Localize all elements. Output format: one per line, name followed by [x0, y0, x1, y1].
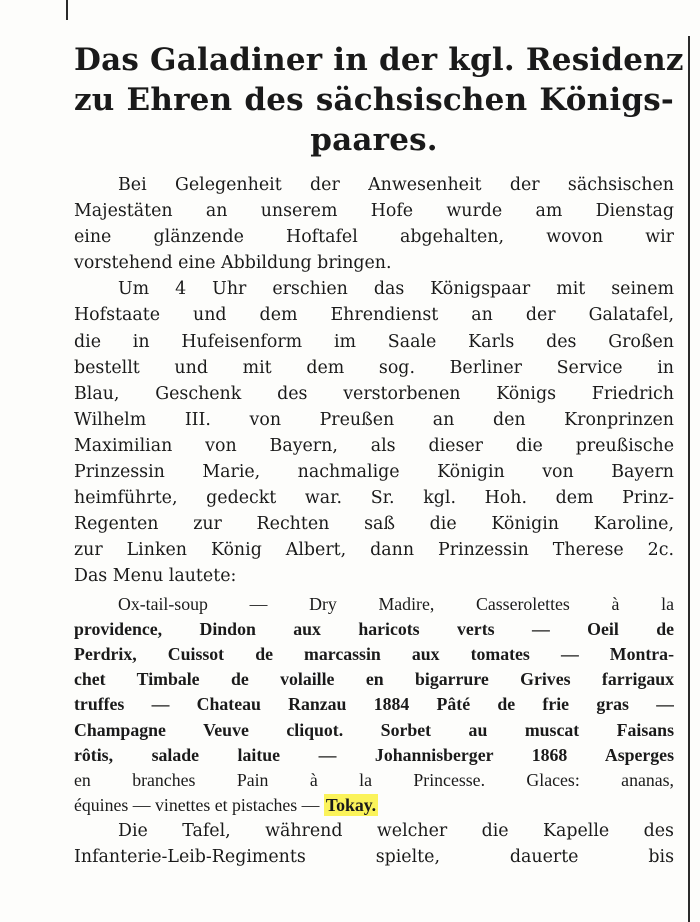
paragraph-occasion [74, 172, 674, 276]
text-line: Bei Gelegenheit der Anwesenheit der sächsischen [118, 175, 674, 195]
text-line: Blau, Geschenk des verstorbenen Königs Friedrich [74, 383, 674, 404]
column-rule-right [688, 36, 690, 922]
column-rule-left [66, 0, 68, 20]
text-line: Hofstaate und dem Ehrendienst an der Galatafel, [74, 305, 674, 326]
menu-line: Perdrix, Cuissot de marcassin aux tomates — Montra- [74, 643, 674, 664]
text-line: Wilhelm III. von Preußen an den Kronprinzen [74, 409, 674, 430]
text-line: bestellt und mit dem sog. Berliner Service in [74, 357, 674, 378]
menu-listing [74, 592, 674, 819]
text-line: Um 4 Uhr erschien das Königspaar mit seinem [118, 279, 674, 300]
menu-line: truffes — Chateau Ranzau 1884 Pâté de frie gras — [74, 694, 674, 715]
menu-line: en branches Pain à la Princesse. Glaces: ananas, [74, 769, 674, 790]
headline-line-1: Das Galadiner in der kgl. Residenz [74, 42, 684, 78]
menu-line: providence, Dindon aux haricots verts — Oeil de [74, 618, 674, 639]
text-line: Die Tafel, während welcher die Kapelle des [118, 821, 674, 842]
article-headline [74, 40, 684, 160]
text-line: Regenten zur Rechten saß die Königin Karoline, [74, 514, 674, 535]
headline-line-2: zu Ehren des sächsischen Königs- [74, 82, 674, 118]
article-column [74, 40, 684, 871]
menu-line: Champagne Veuve cliquot. Sorbet au muscat Faisans [74, 719, 674, 740]
menu-line-text: équines — vinettes et pistaches — [74, 795, 320, 816]
text-line: Maximilian von Bayern, als dieser die preußische [74, 435, 674, 456]
paragraph-arrival [74, 276, 674, 589]
text-line: vorstehend eine Abbildung bringen. [74, 253, 392, 274]
text-line: Infanterie-Leib-Regiments spielte, dauerte bis [74, 847, 674, 868]
text-line: Das Menu lautete: [74, 566, 237, 587]
menu-line: chet Timbale de volaille en bigarrure Grives farrigaux [74, 669, 674, 690]
menu-line-final [74, 793, 674, 818]
paragraph-band [74, 818, 674, 870]
highlighted-wine: Tokay. [325, 795, 377, 816]
text-line: eine glänzende Hoftafel abgehalten, wovon wir [74, 227, 674, 248]
menu-line: rôtis, salade laitue — Johannisberger 1868 Asperges [74, 744, 674, 765]
text-line: heimführte, gedeckt war. Sr. kgl. Hoh. dem Prinz- [74, 488, 674, 509]
text-line: die in Hufeisenform im Saale Karls des Großen [74, 331, 674, 352]
text-line: zur Linken König Albert, dann Prinzessin Therese 2c. [74, 540, 674, 561]
text-line: Prinzessin Marie, nachmalige Königin von Bayern [74, 462, 674, 483]
menu-line: Ox-tail-soup — Dry Madire, Casserolettes à la [118, 593, 674, 614]
text-line: Majestäten an unserem Hofe wurde am Dienstag [74, 201, 674, 222]
headline-line-3: paares. [310, 122, 438, 158]
